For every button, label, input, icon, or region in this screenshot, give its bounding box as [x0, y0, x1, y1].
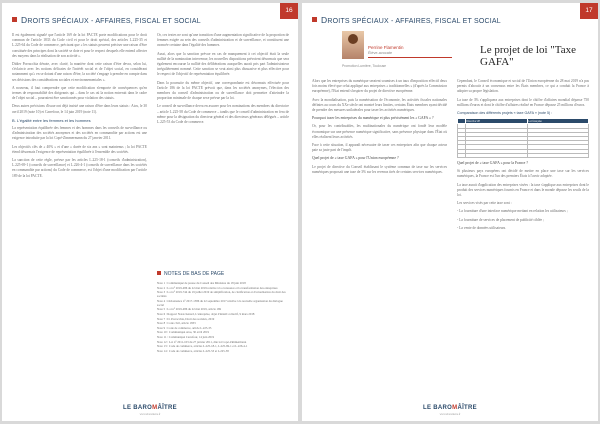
section-header: DROITS SPÉCIAUX - AFFAIRES, FISCAL ET SOCIAL: [12, 15, 201, 25]
author-box: [342, 31, 452, 75]
list-item: - La fourniture d'une interface numérique mettant en relation les utilisateurs ;: [457, 209, 568, 214]
footnote: Note 8 : Code civil, article 1833: [157, 321, 196, 326]
subheading: B. L'égalité entre les femmes et les hommes: [12, 117, 91, 123]
paragraph: Si plusieurs pays européens ont décidé de mettre en place une taxe sur les services numériques, la France est l'un des premiers États à l'avoir adoptée.: [457, 169, 589, 179]
footnote: Note 1 : Communiqué de presse du Conseil des Ministres du 18 juin 2018: [157, 281, 246, 285]
paragraph: Avec la mondialisation, puis la numérisation de l'économie, les activités fiscales nationales définies au cours du XXe siècle ont montré leurs limites, certains États membres ayant décidé de prendre des mesures unilatérales pour taxer les activités numériques.: [312, 97, 447, 113]
red-square-icon: [157, 271, 161, 275]
page-number: 17: [580, 3, 598, 19]
footnote: Note 6 : Rapport Notat-Senard, L'entreprise, objet d'intérêt collectif, 9 mars 2018: [157, 311, 255, 316]
footnote: Note 9 : Code de commerce, article L.225-35: [157, 325, 212, 330]
paragraph: La représentation équilibrée des femmes et des hommes dans les conseils de surveillance ou d'administration des sociétés anonymes et des sociétés en commandite par actions est une exigence introduite par la loi Copé-Zimmermann du 27 janvier 2011.: [12, 126, 147, 141]
publication-logo: LE BAROMÂÎTRE: [123, 405, 177, 411]
question-heading: Pourquoi taxer les entreprises du numérique et plus précisément les « GAFA » ?: [312, 116, 434, 121]
red-square-icon: [12, 17, 17, 22]
table-header: Loi française: [527, 119, 588, 124]
paragraph: Cependant, le Conseil économique et social de l'Union européenne du 28 mai 2019 n'a pas permis d'aboutir à un consensus entre les États membres, ce qui a conduit la France à adopter sa propre législation.: [457, 79, 589, 94]
footnote: Note 12 : Loi n° 2011-103 du 27 janvier 2011, dite loi Copé-Zimmermann: [157, 339, 247, 344]
paragraph: Face à cette situation, il apparaît nécessaire de taxer ces entreprises afin que chaque acteur paie sa juste part de l'impôt.: [312, 143, 447, 153]
text-column-1: [312, 79, 447, 369]
paragraph: Deux autres précisions d'issue ont déjà insisté une raison d'être dans leurs statuts : Atos, le 30 avril 2019 (note 10) et Carrefour, le 14 juin 2019 (note 11).: [12, 104, 147, 114]
footnote: Note 2 : Loi n° 2019-486 du 22 mai 2019 relative à la croissance et la transformation des entreprises: [157, 285, 278, 290]
list-item: - La vente de données utilisateurs.: [457, 225, 507, 230]
paragraph: A nouveau, il faut comprendre que cette modification n'emporte de conséquences qu'en termes de responsabilité des dirigeants qui – dans le cas où la notion entrerait dans le cadre de l'objet social – pourraient être sanctionnés pour violation des statuts.: [12, 85, 147, 101]
section-header: DROITS SPÉCIAUX - AFFAIRES, FISCAL ET SOCIAL: [312, 15, 501, 25]
author-school: Promotion Lumière, Toulouse: [342, 64, 387, 68]
paragraph: Le projet de directive du Conseil établissant le système commun de taxe sur les services numériques proposait une taxe de 3% sur les revenus tirés de certains services numériques.: [312, 164, 447, 174]
paragraph: Dans la poursuite du même objectif, une correspondante est désormais effectuée pour l'article 186 de la loi PACTE prévoit que, dans les sociétés anonymes, l'élection des membres du conseil d'administration ou de surveillance doit permettre d'atteindre la proportion minimale de chaque sexe prévue par la loi.: [157, 80, 289, 101]
paragraph: Or, pour les contribuables, les multinationales du numérique ont fondé leur modèle économique sur une présence numérique significative, sans présence physique dans l'État où elles réalisent leurs activités.: [312, 124, 447, 139]
author-photo: [342, 31, 364, 59]
paragraph: Les services visés par cette taxe sont :: [457, 201, 512, 206]
logo-subtitle: www.lebarometre.fr: [439, 413, 461, 416]
publication-logo: LE BAROMÂÎTRE: [423, 405, 477, 411]
question-heading: Quel projet de « taxe GAFA » pour la France ?: [457, 160, 528, 165]
left-page: [2, 3, 298, 421]
text-column-1: [12, 33, 147, 358]
paragraph: La taxe aurait d'application des entreprises visées : la taxe s'applique aux entreprises dont le produit des services numériques fournis en France et dans le monde dépasse les seuils de la loi.: [457, 182, 589, 197]
question-heading: Quel projet de « taxe GAFA » pour l'Union européenne ?: [312, 156, 399, 161]
footnote: Note 13 : Code de commerce, articles L.225-18-1, L.225-69-1 et L.226-4-1: [157, 344, 248, 349]
paragraph: La sanction de cette règle, prévue par les articles L.225-18-1 (conseils d'administration), L.225-69-1 (conseils de surveillance) et L.226-4-1 (conseils de surveillance dans les sociétés en commandite par actions) du Code de commerce, est l'objet d'une modification par l'article 189 de la loi PACTE.: [12, 158, 147, 178]
paragraph: Les objectifs clés de « 40% » et d'une « durée de six ans » sont maintenus ; la loi PACTE étend désormais l'exigence de représentation équilibrée à l'ensemble des sociétés.: [12, 144, 147, 154]
page-number: 16: [280, 3, 298, 19]
divider: [368, 57, 452, 58]
text-column-2: [157, 33, 289, 268]
notes-title: NOTES DE BAS DE PAGE: [157, 271, 224, 277]
footnote: Note 3 : Loi n° 2019-744 du 19 juillet 2019 de simplification, de clarification et d'actualisation du droit des sociétés: [157, 290, 286, 299]
paragraph: Alors que les entreprises du numérique seraient soumises à un taux d'imposition effectif deux fois moins élevé que celui appliqué aux entreprises « traditionnelles » (d'après la Commission européenne), l'Etat entend s'inspirer du projet de directive européenne.: [312, 79, 447, 94]
paragraph: Didier Porracchia dénote, avec clarté, la manière dont cette raison d'être devra, selon lui, s'éclaircir avec les notions délicates de l'intérêt social et de l'objet social, en considérant notamment qu'« en se dotant d'une raison d'être, la société s'engage à prendre en compte dans ses décisions des considérations sociales et environnementales ».: [12, 62, 147, 82]
paragraph: Or, ces textes ne sont qu'une transition d'une augmentation significative de la proportion de femmes exigée au sein des conseils d'administration et de surveillance, et constituent une avancée certaine dans l'égalité des hommes.: [157, 33, 289, 48]
paragraph: Le conseil de surveillance devra en assurer pour les nominations des membres du directoire – article L.225-58 du Code de commerce – tandis que le conseil d'administration en fera de même pour la désignation du directeur général et des directeurs généraux délégués – article L.225-53 du Code de commerce.: [157, 104, 289, 125]
paragraph: La taxe de 3% s'appliquera aux entreprises dont le chiffre d'affaires mondial dépasse 750 millions d'euros et dont le chiffre d'affaires réalisé en France dépasse 25 millions d'euros.: [457, 97, 589, 107]
paragraph: Aussi, alors que la sanction prévue en cas de manquement à cet objectif était la seule nullité de la nomination intervenue, les nouvelles dispositions prévoient désormais que sera également encourue la nullité des délibérations auxquelles aurait pris part l'administrateur irrégulièrement nommé. Cette sanction se veut ainsi plus dissuasive et plus effective pour le respect de l'objectif de représentation équilibrée.: [157, 51, 289, 77]
author-name: Perrine Flamentin: [368, 45, 404, 50]
footnote: Note 7 : D. Porracchia, Droit des sociétés, 2019: [157, 316, 215, 321]
paragraph: Il est également signalé que l'article 169 de la loi PACTE porte modifications pour le droit commun de l'article 1833 du Code civil et pour le droit spécial, des articles L.225-35 et L.225-64 du Code de commerce, précisant que « les statuts peuvent préciser une raison d'être constituée des principes dont la société se dote et pour le respect desquels elle entend affecter des moyens dans la réalisation de son activité ».: [12, 33, 147, 58]
footnote: Note 10 : Communiqué Atos, 30 avril 2019: [157, 330, 209, 335]
footnote: Note 11 : Communiqué Carrefour, 14 juin 2019: [157, 334, 215, 339]
table-title: Comparaison des différents projets « taxe GAFA » (note 5) :: [457, 111, 553, 116]
list-item: - La fourniture de services de placement de publicité ciblée ;: [457, 217, 545, 222]
author-role: Élève-avocate: [368, 51, 393, 55]
table-row: [458, 153, 589, 157]
footnote: Note 14 : Code de commerce, articles L.225-53 et L.225-58: [157, 348, 229, 353]
comparison-table: [457, 118, 589, 158]
logo-subtitle: www.lebarometre.fr: [139, 413, 161, 416]
right-page: [302, 3, 598, 421]
footnote: Note 5 : Loi n° 2019-486 du 22 mai 2019, article 169: [157, 307, 222, 312]
text-column-2: [457, 79, 589, 369]
red-square-icon: [312, 17, 317, 22]
footnotes: [157, 281, 289, 353]
footnote: Note 4 : Ordonnance n° 2017-1386 du 22 septembre 2017 relative à la nouvelle organisation du dialogue social: [157, 298, 283, 307]
article-title: Le projet de loi "Taxe GAFA": [480, 44, 576, 68]
table-header: Directive UE: [465, 119, 527, 124]
